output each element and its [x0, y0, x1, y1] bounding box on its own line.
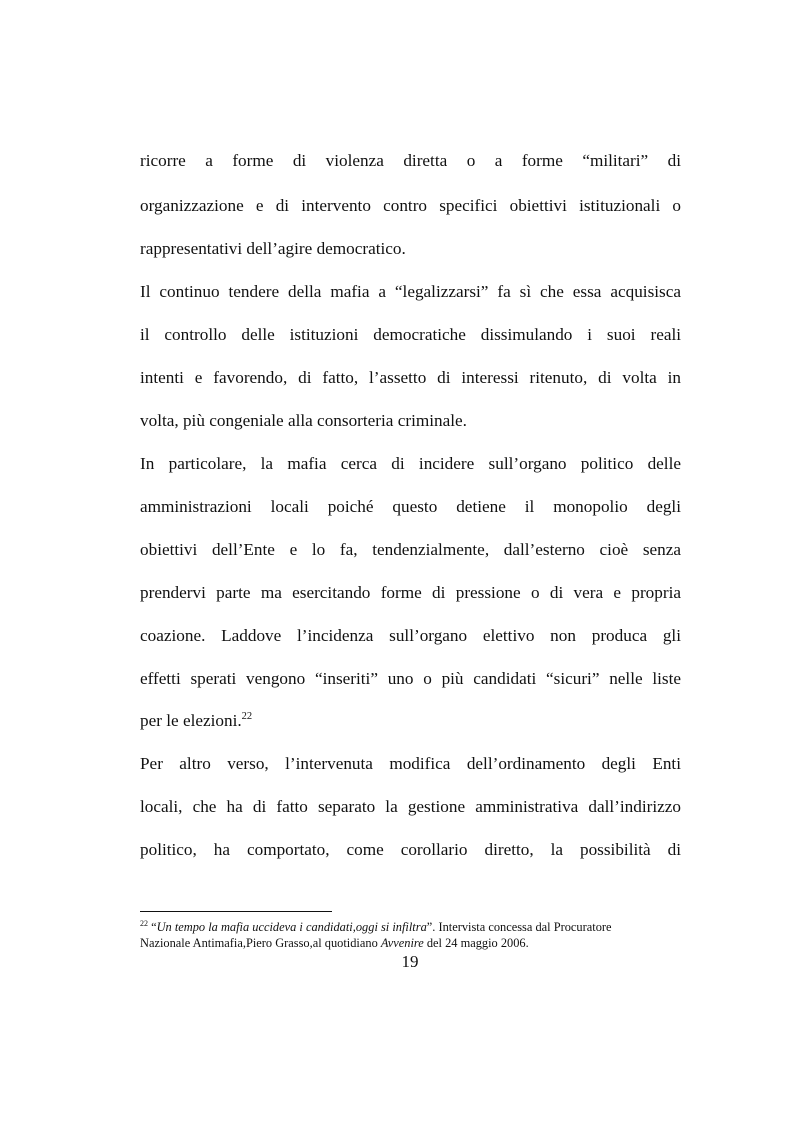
body-line-9: amministrazioni locali poiché questo detiene il monopolio degli: [140, 497, 681, 516]
body-line-13: effetti sperati vengono “inseriti” uno o più candidati “sicuri” nelle liste: [140, 669, 681, 688]
body-line-2: organizzazione e di intervento contro specifici obiettivi istituzionali o: [140, 196, 681, 215]
body-line-7: volta, più congeniale alla consorteria criminale.: [140, 411, 467, 430]
body-line-1: ricorre a forme di violenza diretta o a forme “militari” di: [140, 151, 681, 170]
page-number: 19: [401, 952, 419, 971]
footnote-text-3: del 24 maggio 2006.: [423, 936, 529, 950]
footnote-separator: [140, 911, 332, 912]
body-line-15: Per altro verso, l’intervenuta modifica dell’ordinamento degli Enti: [140, 754, 681, 773]
footnote-reference[interactable]: 22: [241, 711, 253, 722]
footnote-open-quote: “: [151, 920, 157, 934]
body-line-8: In particolare, la mafia cerca di incidere sull’organo politico delle: [140, 454, 681, 473]
body-line-6: intenti e favorendo, di fatto, l’assetto di interessi ritenuto, di volta in: [140, 368, 681, 387]
footnote-line-2: [140, 935, 681, 951]
footnote-close-quote: ”: [426, 920, 433, 934]
body-line-17: politico, ha comportato, come corollario diretto, la possibilità di: [140, 840, 681, 859]
footnote-text-2: Nazionale Antimafia,Piero Grasso,al quotidiano: [140, 936, 381, 950]
body-line-5: il controllo delle istituzioni democratiche dissimulando i suoi reali: [140, 325, 681, 344]
footnote-line-1: [140, 919, 681, 935]
body-line-16: locali, che ha di fatto separato la gestione amministrativa dall’indirizzo: [140, 797, 681, 816]
body-line-11: prendervi parte ma esercitando forme di pressione o di vera e propria: [140, 583, 681, 602]
body-line-4: Il continuo tendere della mafia a “legalizzarsi” fa sì che essa acquisisca: [140, 282, 681, 301]
body-line-12: coazione. Laddove l’incidenza sull’organo elettivo non produca gli: [140, 626, 681, 645]
body-line-14: [140, 710, 681, 732]
body-line-14-text: per le elezioni.: [140, 711, 242, 730]
footnote-text-1: . Intervista concessa dal Procuratore: [432, 920, 612, 934]
body-line-3: rappresentativi dell’agire democratico.: [140, 239, 406, 258]
footnote-newspaper: Avvenire: [380, 936, 424, 950]
body-line-10: obiettivi dell’Ente e lo fa, tendenzialmente, dall’esterno cioè senza: [140, 540, 681, 559]
footnote-number: 22: [140, 919, 148, 928]
footnote-title: Un tempo la mafia uccideva i candidati,oggi si infiltra: [156, 920, 427, 934]
